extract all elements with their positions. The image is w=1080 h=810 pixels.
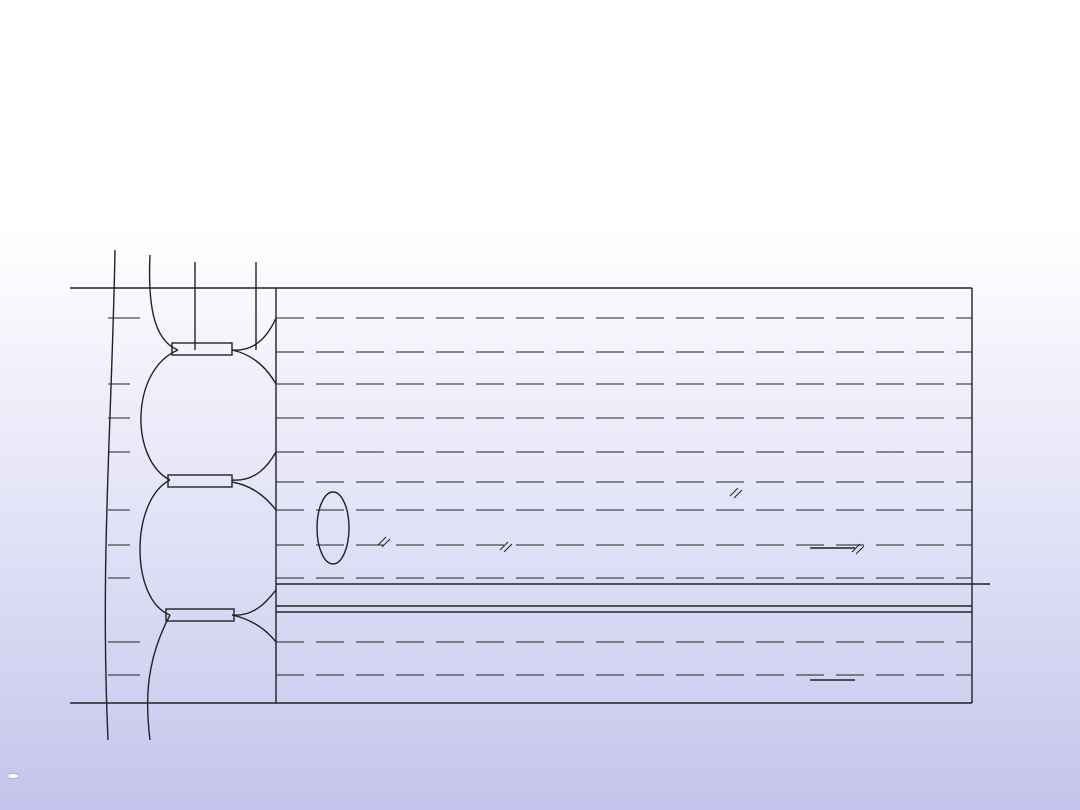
hull-outer-curve xyxy=(105,250,115,740)
hull-inner-curve xyxy=(150,255,178,350)
watermark xyxy=(8,774,22,778)
stiffener-box xyxy=(168,475,232,487)
watermark-logo xyxy=(8,774,18,778)
stiffener-box xyxy=(166,609,234,621)
stiffener-box xyxy=(172,343,232,355)
thickness-circle xyxy=(317,492,349,564)
